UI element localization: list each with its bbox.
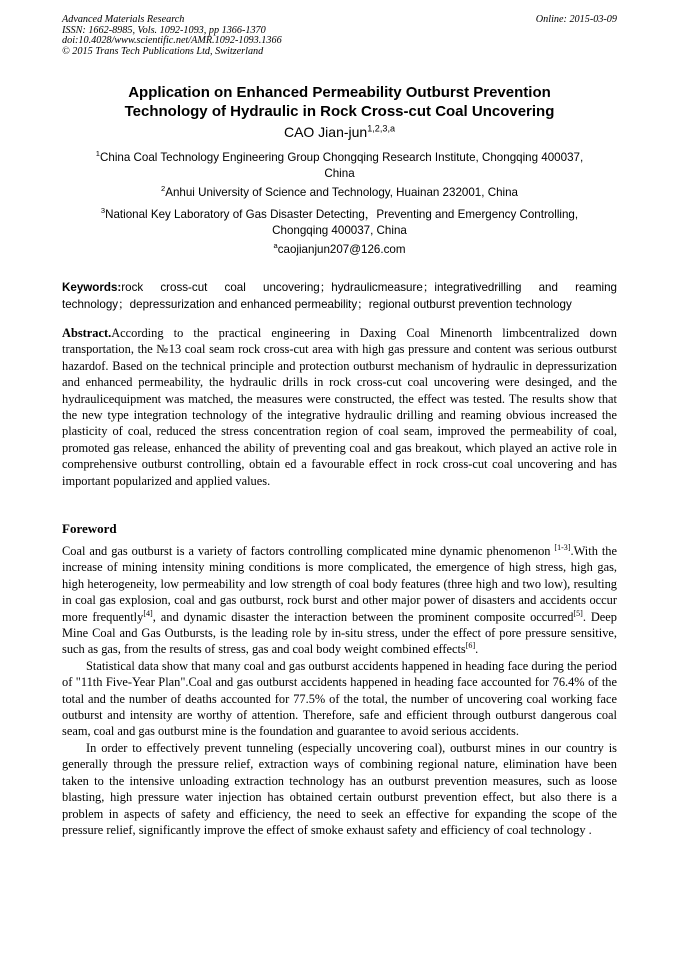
abstract-label: Abstract. [62,326,112,340]
title-line-1: Application on Enhanced Permeability Outburst Prevention [128,84,551,101]
section-heading-foreword: Foreword [62,521,117,536]
keywords-label: Keywords: [62,281,122,294]
p1-text-b: .With the increase of mining intensity mining conditions is more complicated, the emergence of high stress, high gas, high heterogeneity, low permeability and low strength of coal body features (three high and two low), resulting in coal gas explosion, coal and gas outburst, rock burst and other major power of disasters and accidents occur more frequently [62,544,617,624]
journal-header [62,15,617,57]
affiliation-2-line1: Anhui University of Science and Technology, Huainan 232001, China [165,186,518,199]
foreword-paragraph-1 [62,543,617,658]
p1-text-c: , and dynamic disaster the interaction between the prominent composite occurred [152,609,574,624]
title-line-2: Technology of Hydraulic in Rock Cross-cut Coal Uncovering [124,103,555,120]
author-superscript: 1,2,3,a [367,123,396,134]
issn-line: ISSN: 1662-8985, Vols. 1092-1093, pp 1366-1370 [62,24,266,36]
affiliation-3 [62,207,617,239]
paper-title [62,83,617,121]
email-address: caojianjun207@126.com [277,243,406,256]
p1-text-d: . Deep Mine Coal and Gas Outbursts, is the leading role by in-situ stress, under the effect of pore pressure sensitive, such as gas, from the results of stress, gas and coal body weight combined effects [62,609,617,657]
affiliation-1 [62,150,617,182]
citation-4: [4] [143,608,153,618]
p1-text-e: . [475,642,479,657]
foreword-paragraph-2: Statistical data show that many coal and gas outburst accidents happened in heading face during the period of "11th Five-Year Plan".Coal and gas outburst accidents happened in heading face accounted for 76.4% of the total and the number of deaths accounted for 77.5% of the total, the number of uncovering coal working face outburst and intensity are worthy of attention. Therefore, safe and efficient through outburst dangerous coal seam, coal and gas outburst mine is the foundation and guarantee to avoid serious accidents. [62,658,617,739]
keywords-text: rock cross-cut coal uncovering；hydraulicmeasure；integrativedrilling and reaming technology；depressurization and enhanced permeability；regional outburst prevention technology [62,281,617,311]
affiliation-1-line1: China Coal Technology Engineering Group Chongqing Research Institute, Chongqing 400037, [100,151,584,164]
affiliation-3-line2: Chongqing 400037, China [272,224,407,237]
citation-1-3: [1-3] [554,542,571,552]
affiliation-3-line1: National Key Laboratory of Gas Disaster Detecting，Preventing and Emergency Controlling, [105,208,579,221]
author-name: CAO Jian-jun [283,124,368,140]
affiliation-1-line2: China [324,167,355,180]
abstract [62,325,617,489]
affiliation-3-sup: 3 [100,206,106,216]
journal-name: Advanced Materials Research [62,14,185,25]
affiliation-1-sup: 1 [95,149,100,159]
citation-5: [5] [573,608,583,618]
author-email [62,242,617,258]
author [62,124,617,141]
abstract-text: According to the practical engineering in Daxing Coal Minenorth limbcentralized down transportation, the №13 coal seam rock cross-cut area with high gas pressure and content was serious outburst hazardof. Based on the technical principle and protection outburst mechanism of hydraulic in depressurization and enhanced permeability, the hydraulic drills in rock cross-cut coal uncovering were desinged, and the hydraulicequipment was matched, the measures were constructed, the effect was tested. The results show that the new type integration technology of the integrative hydraulic drilling and reaming obvious increased the plasticity of coal, reduced the stress concentration region of coal seam, improved the permeability of coal, promoted gas release, enhanced the ability of preventing coal and gas breakout, which played an active role in comprehensive outburst controlling, obtain ed a favourable effect in rock cross-cut coal uncovering and has important popularized and applied values. [62,326,617,488]
citation-6: [6] [465,641,476,651]
copyright-line: © 2015 Trans Tech Publications Ltd, Switzerland [62,45,264,57]
p1-text-a: Coal and gas outburst is a variety of factors controlling complicated mine dynamic phenomenon [62,544,555,558]
keywords [62,279,617,313]
online-date: Online: 2015-03-09 [535,14,617,25]
affiliation-2 [62,185,617,201]
email-sup: a [273,241,278,251]
foreword-paragraph-3: In order to effectively prevent tunneling (especially uncovering coal), outburst mines in our country is generally through the pressure relief, extraction ways of combining regional nature, elimination have been taken to the intensive unloading extraction technology has an outburst prevention measures, such as loose blasting, high pressure water injection has obtained certain outburst prevention effect, but also there is a problem in aspects of safety and efficiency, the need to seek an effective for expanding the scope of the pressure relief, significantly improve the effect of smoke exhaust safety and efficiency of coal technology . [62,740,617,837]
doi-line: doi:10.4028/www.scientific.net/AMR.1092-1093.1366 [62,35,282,47]
foreword-body [62,543,617,838]
affiliation-2-sup: 2 [161,184,166,194]
